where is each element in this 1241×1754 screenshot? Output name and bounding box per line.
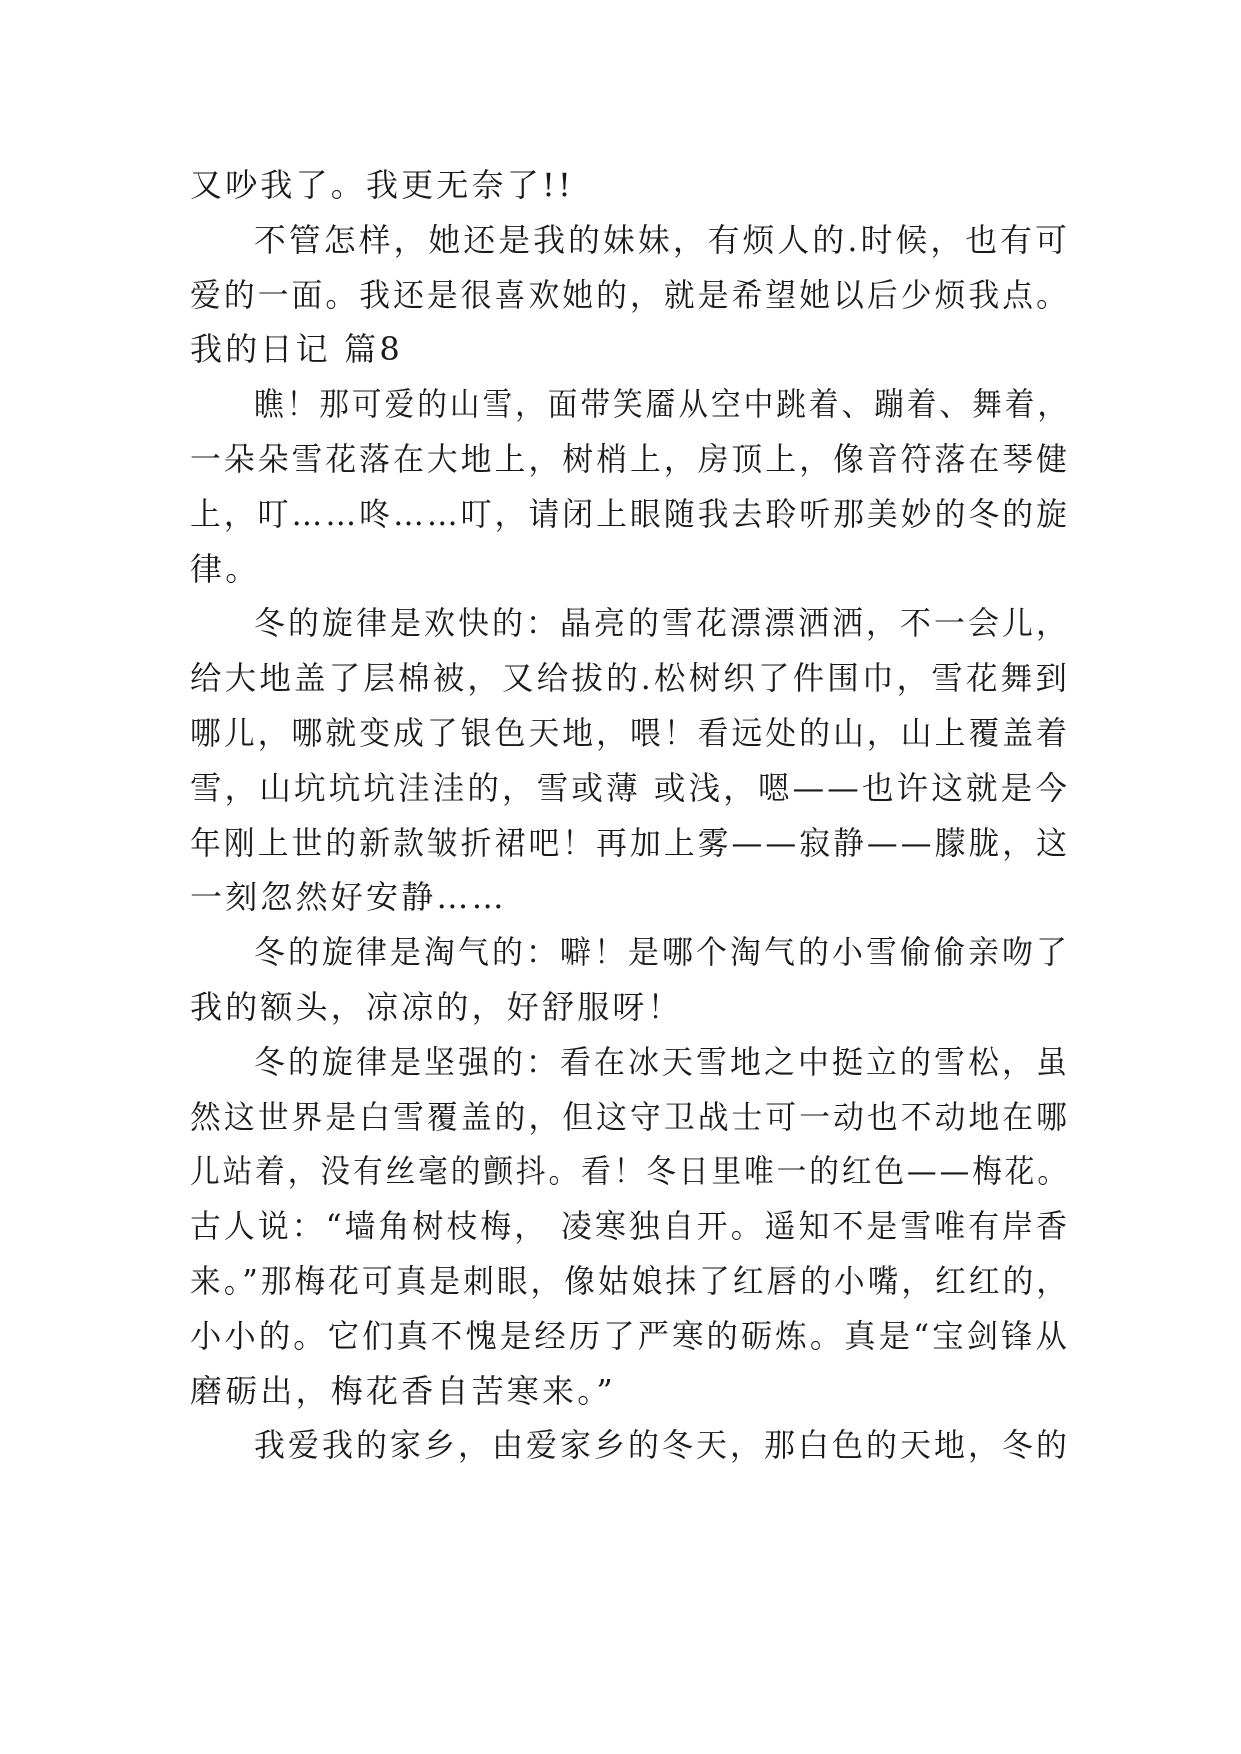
- text-line: 给大地盖了层棉被，又给拔的.松树织了件围巾，雪花舞到: [190, 659, 1070, 698]
- section-heading: 我的日记 篇8: [190, 330, 403, 369]
- text-line: 小小的。它们真不愧是经历了严寒的砺炼。真是“宝剑锋从: [190, 1316, 1070, 1355]
- text-line: 磨砺出，梅花香自苦寒来。”: [190, 1371, 616, 1410]
- text-line: 冬的旋律是淘气的：噼！是哪个淘气的小雪偷偷亲吻了: [254, 933, 1070, 972]
- text-line: 上，叮……咚……叮，请闭上眼随我去聆听那美妙的冬的旋: [190, 494, 1070, 533]
- text-line: 哪儿，哪就变成了银色天地，喂！看远处的山，山上覆盖着: [190, 713, 1070, 752]
- text-line: 瞧！那可爱的山雪，面带笑靥从空中跳着、蹦着、舞着，: [254, 385, 1070, 424]
- text-line: 雪，山坑坑坑洼洼的，雪或薄 或浅，嗯——也许这就是今: [190, 768, 1070, 807]
- text-line: 古人说：“墙角树枝梅， 凌寒独自开。遥知不是雪唯有岸香: [190, 1207, 1070, 1246]
- text-line: 不管怎样，她还是我的妹妹，有烦人的.时候，也有可: [254, 220, 1070, 259]
- text-line: 爱的一面。我还是很喜欢她的，就是希望她以后少烦我点。: [190, 275, 1070, 314]
- text-line: 冬的旋律是欢快的：晶亮的雪花漂漂洒洒，不一会儿，: [254, 604, 1070, 643]
- text-line: 来。”那梅花可真是刺眼，像姑娘抹了红唇的小嘴，红红的，: [190, 1261, 1070, 1300]
- text-line: 我爱我的家乡，由爱家乡的冬天，那白色的天地，冬的: [254, 1426, 1070, 1465]
- text-line: 冬的旋律是坚强的：看在冰天雪地之中挺立的雪松，虽: [254, 1042, 1070, 1081]
- text-line: 年刚上世的新款皱折裙吧！再加上雾——寂静——朦胧，这: [190, 823, 1070, 862]
- text-line: 一刻忽然好安静……: [190, 878, 507, 917]
- text-line: 又吵我了。我更无奈了!!: [190, 166, 575, 204]
- text-line: 然这世界是白雪覆盖的，但这守卫战士可一动也不动地在哪: [190, 1097, 1070, 1136]
- text-line: 我的额头，凉凉的，好舒服呀！: [190, 987, 683, 1026]
- text-line: 一朵朵雪花落在大地上，树梢上，房顶上，像音符落在琴健: [190, 439, 1070, 478]
- text-line: 儿站着，没有丝毫的颤抖。看！冬日里唯一的红色——梅花。: [190, 1152, 1070, 1191]
- text-line: 律。: [190, 549, 261, 588]
- document-body: [190, 158, 1070, 1473]
